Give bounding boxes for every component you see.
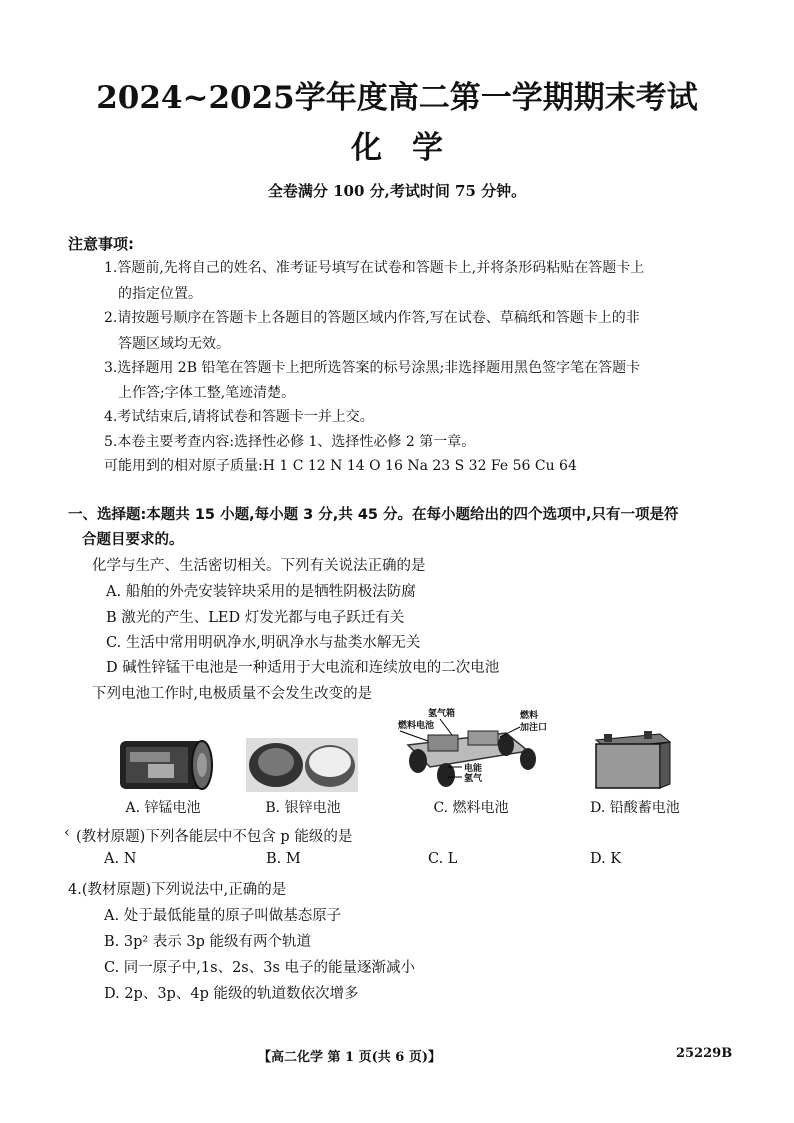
question-3-stem: (教材原题)下列各能层中不包含 p 能级的是: [76, 829, 353, 845]
note-line: 1.答题前,先将自己的姓名、准考证号填写在试卷和答题卡上,并将条形码粘贴在答题卡上: [104, 260, 645, 276]
label-fuel-cell: 燃料电池: [398, 721, 435, 731]
q1-option-b: B 激光的产生、LED 灯发光都与电子跃迁有关: [106, 610, 405, 626]
note-line: 4.考试结束后,请将试卷和答题卡一并上交。: [104, 409, 374, 425]
label-electric: 电能: [464, 764, 483, 774]
q1-option-d: D 碱性锌锰干电池是一种适用于大电流和连续放电的二次电池: [106, 660, 500, 676]
q3-option-b: B. M: [266, 851, 301, 867]
full-score-note: 全卷满分 100 分,考试时间 75 分钟。: [267, 182, 527, 200]
q1-option-a: A. 船舶的外壳安装锌块采用的是牺牲阴极法防腐: [106, 584, 416, 600]
exam-title: 2024~2025学年度高二第一学期期末考试: [96, 80, 698, 116]
caption-c: C. 燃料电池: [433, 800, 509, 816]
subject-title: 化学: [351, 130, 473, 166]
caption-b: B. 银锌电池: [265, 800, 341, 816]
note-line: 答题区域均无效。: [118, 336, 230, 352]
note-line: 3.选择题用 2B 铅笔在答题卡上把所选答案的标号涂黑;非选择题用黑色签字笔在答题卡: [104, 360, 641, 376]
note-line: 的指定位置。: [118, 286, 202, 302]
q3-option-d: D. K: [590, 851, 622, 867]
page-footer: 【高二化学 第 1 页(共 6 页)】: [258, 1050, 442, 1065]
q3-option-a: A. N: [104, 851, 137, 867]
q4-option-b: B. 3p² 表示 3p 能级有两个轨道: [104, 934, 312, 950]
question-2-stem: 下列电池工作时,电极质量不会发生改变的是: [92, 686, 373, 702]
section-heading: 一、选择题:本题共 15 小题,每小题 3 分,共 45 分。在每小题给出的四个选项中,只有一项是符: [68, 507, 679, 523]
notes-heading: 注意事项:: [68, 235, 134, 253]
zinc-manganese-battery-image: [118, 738, 214, 792]
q1-option-c: C. 生活中常用明矾净水,明矾净水与盐类水解无关: [106, 635, 421, 651]
label-fuel-inject: 燃料: [520, 711, 539, 721]
label-hydrogen: 氢气: [464, 774, 483, 784]
label-fuel-inject-port: 加注口: [520, 723, 548, 733]
note-line: 5.本卷主要考查内容:选择性必修 1、选择性必修 2 第一章。: [104, 434, 476, 450]
caption-a: A. 锌锰电池: [125, 800, 201, 816]
label-hydrogen-tank: 氢气箱: [428, 709, 456, 719]
section-heading-cont: 合题目要求的。: [82, 532, 184, 548]
lead-acid-battery-image: [590, 730, 674, 792]
caption-d: D. 铅酸蓄电池: [590, 800, 680, 816]
q4-option-d: D. 2p、3p、4p 能级的轨道数依次增多: [104, 986, 359, 1002]
q4-option-a: A. 处于最低能量的原子叫做基态原子: [104, 908, 342, 924]
question-4-stem: 4.(教材原题)下列说法中,正确的是: [68, 882, 287, 898]
paper-code: 25229B: [676, 1046, 733, 1061]
question-1-stem: 化学与生产、生活密切相关。下列有关说法正确的是: [92, 558, 426, 574]
note-line: 上作答;字体工整,笔迹清楚。: [118, 385, 296, 401]
atomic-masses: 可能用到的相对原子质量:H 1 C 12 N 14 O 16 Na 23 S 32 Fe 56 Cu 64: [104, 458, 577, 474]
q4-option-c: C. 同一原子中,1s、2s、3s 电子的能量逐渐减小: [104, 960, 416, 976]
silver-zinc-battery-image: [246, 738, 358, 792]
question-3-number: ‹: [64, 825, 70, 841]
note-line: 2.请按题号顺序在答题卡上各题目的答题区域内作答,写在试卷、草稿纸和答题卡上的非: [104, 310, 640, 326]
q3-option-c: C. L: [428, 851, 458, 867]
